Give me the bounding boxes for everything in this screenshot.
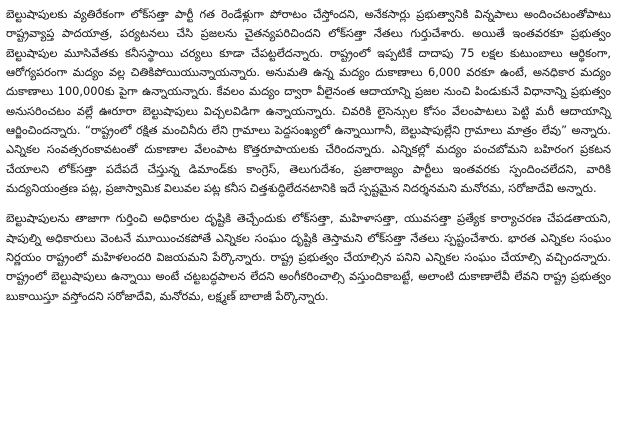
article-body: [6, 5, 611, 306]
paragraph-2: బెల్టుషాపులను తాజాగా గుర్తించి అధికారుల దృష్టికి తెచ్చేందుకు లోక్‌సత్తా, మహిళాసత్తా, యువసత్తా ప్రత్యేక కార్యాచరణ చేపడతాయని, షాపుల్ని అధికారులు వెంటనే మూయించకపోతే ఎన్నికల సంఘం దృష్టికి తెస్తామని లోక్‌సత్తా నేతలు స్పష్టంచేశారు. భారత ఎన్నికల సంఘం నిర్ణయం రాష్ట్రంలో మహిళలందరి విజయమని పేర్కొన్నారు. రాష్ట్ర ప్రభుత్వం చేయాల్సిన పనిని ఎన్నికల సంఘం చేయాల్సి వచ్చిందన్నారు. రాష్ట్రంలో బెల్టుషాపులు ఉన్నాయి అంటే చట్టబద్ధపాలన లేదని అంగీకరించాల్సి వస్తుందికాబట్టే, అలాంటి దుకాణాలేవీ లేవని రాష్ట్ర ప్రభుత్వం బుకాయిస్తూ వస్తోందని సరోజాదేవి, మనోరమ, లక్ష్మణ్ బాలాజీ పేర్కొన్నారు.: [6, 211, 611, 303]
paragraph-1: బెల్టుషాపులకు వ్యతిరేకంగా లోక్‌సత్తా పార్టీ గత రెండేళ్లుగా పోరాటం చేస్తోందని, అనేకసార్లు ప్రభుత్వానికి విన్నపాలు అందించటంతోపాటు రాష్ట్రవ్యాప్త పాదయాత్ర, పర్యటనలు చేసి ప్రజలను చైతన్యపరిచిందని లోక్‌సత్తా నేతలు గుర్తుచేశారు. అయితే ఇంతవరకూ ప్రభుత్వం బెల్టుషాపుల మూసివేతకు కనీసస్థాయి చర్యలు కూడా చేపట్టలేదన్నారు. రాష్ట్రంలో ఇప్పటికే దాదాపు 75 లక్షల కుటుంబాలు ఆర్థికంగా, ఆరోగ్యపరంగా మద్యం వల్ల చితికిపోయియున్నాయన్నారు. అనుమతి ఉన్న మద్యం దుకాణాలు 6,000 వరకూ ఉంటే, అనధికార మద్యం దుకాణాలు 100,000కు పైగా ఉన్నాయన్నారు. కేవలం మద్యం ద్వారా వీలైనంత ఆదాయాన్ని ప్రజల నుంచి పిండుకునే విధానాన్ని ప్రభుత్వం అనుసరించటం వల్లే ఊరూరా బెల్టుషాపులు విచ్చలవిడిగా ఉన్నాయన్నారు. చివరికి లైసెన్సుల కోసం వేలంపాటలు పెట్టి మరీ ఆదాయాన్ని ఆర్జించిందన్నారు. “రాష్ట్రంలో రక్షిత మంచినీరు లేని గ్రామాలు పెద్దసంఖ్యలో ఉన్నాయిగానీ, బెల్టుషాపుల్లేని గ్రామాలు మాత్రం లేవు” అన్నారు. ఎన్నికల సంవత్సరంకావటంతో దుకాణాల వేలంపాట కొత్తరూపాయలకు చేరిందన్నారు. ఎన్నికల్లో మద్యం పంచబోమని బహిరంగ ప్రకటన చేయాలని లోక్‌సత్తా పదేపదే చేస్తున్న డిమాండ్‌కు కాంగ్రెస్, తెలుగుదేశం, ప్రజారాజ్యం పార్టీలు ఇంతవరకు స్పందించలేదని, వారికి మద్యనియంత్రణ పట్ల, ప్రజాస్వామిక విలువల పట్ల కనీస చిత్తశుద్ధిలేదనటానికి ఇదే స్పష్టమైన నిదర్శనమని మనోరమ, సరోజాదేవి అన్నారు.: [6, 7, 611, 196]
